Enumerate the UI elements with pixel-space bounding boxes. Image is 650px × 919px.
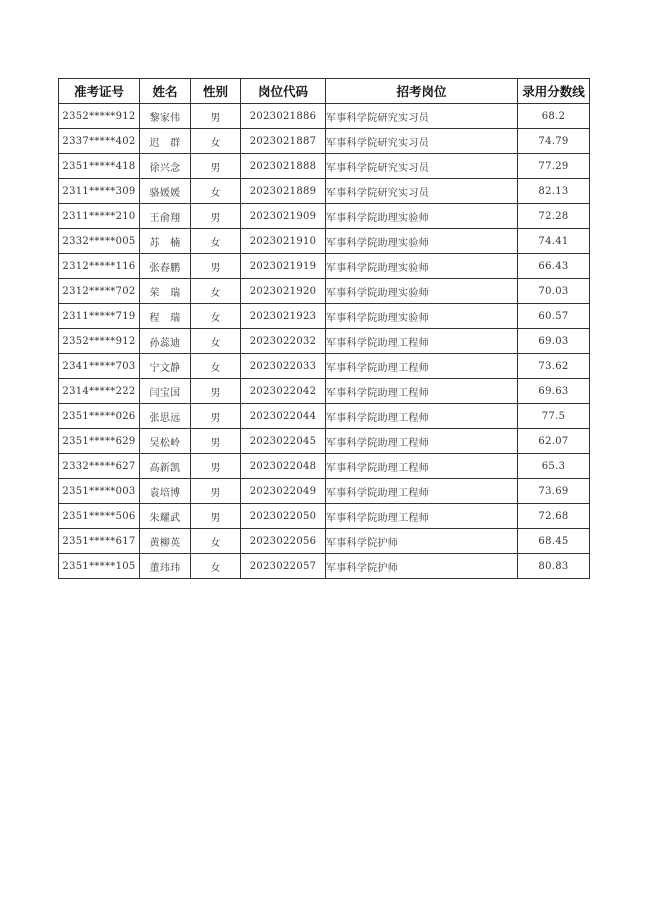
cell-gender: 男 [191,204,241,229]
cell-score-line: 69.03 [518,329,590,354]
header-score-line: 录用分数线 [518,79,590,104]
cell-score-line: 80.83 [518,554,590,579]
cell-score-line: 73.69 [518,479,590,504]
cell-position: 军事科学院研究实习员 [326,179,518,204]
cell-exam-id: 2352*****912 [59,104,140,129]
cell-gender: 男 [191,154,241,179]
cell-position: 军事科学院助理工程师 [326,479,518,504]
table-row [59,129,590,154]
cell-position-code: 2023021910 [241,229,326,254]
cell-name: 张春鹏 [140,254,191,279]
cell-score-line: 65.3 [518,454,590,479]
cell-position-code: 2023022048 [241,454,326,479]
table-row [59,329,590,354]
cell-score-line: 68.45 [518,529,590,554]
table-row [59,154,590,179]
table-row [59,529,590,554]
cell-position: 军事科学院助理工程师 [326,429,518,454]
cell-position-code: 2023022057 [241,554,326,579]
cell-score-line: 74.41 [518,229,590,254]
table-row [59,254,590,279]
cell-score-line: 72.28 [518,204,590,229]
cell-score-line: 69.63 [518,379,590,404]
cell-name: 张思远 [140,404,191,429]
cell-name: 黎家伟 [140,104,191,129]
cell-gender: 男 [191,429,241,454]
cell-position-code: 2023022044 [241,404,326,429]
cell-gender: 男 [191,254,241,279]
cell-exam-id: 2351*****506 [59,504,140,529]
cell-position-code: 2023021888 [241,154,326,179]
cell-score-line: 60.57 [518,304,590,329]
cell-position: 军事科学院助理实验师 [326,279,518,304]
cell-position: 军事科学院助理工程师 [326,354,518,379]
cell-position-code: 2023022050 [241,504,326,529]
cell-gender: 男 [191,504,241,529]
header-name: 姓名 [140,79,191,104]
cell-gender: 女 [191,554,241,579]
cell-position-code: 2023022032 [241,329,326,354]
cell-position-code: 2023022042 [241,379,326,404]
header-exam-id: 准考证号 [59,79,140,104]
cell-position-code: 2023021920 [241,279,326,304]
cell-score-line: 72.68 [518,504,590,529]
cell-gender: 女 [191,129,241,154]
cell-score-line: 66.43 [518,254,590,279]
cell-position-code: 2023021886 [241,104,326,129]
table-row [59,454,590,479]
cell-exam-id: 2341*****703 [59,354,140,379]
cell-position: 军事科学院助理实验师 [326,229,518,254]
table-row [59,279,590,304]
cell-score-line: 68.2 [518,104,590,129]
cell-exam-id: 2351*****617 [59,529,140,554]
cell-exam-id: 2351*****105 [59,554,140,579]
cell-exam-id: 2351*****003 [59,479,140,504]
cell-score-line: 74.79 [518,129,590,154]
cell-name: 吴松岭 [140,429,191,454]
cell-name: 迟 群 [140,129,191,154]
cell-gender: 男 [191,104,241,129]
cell-name: 袁培博 [140,479,191,504]
table-row [59,554,590,579]
cell-exam-id: 2332*****627 [59,454,140,479]
cell-gender: 男 [191,454,241,479]
cell-name: 程 瑞 [140,304,191,329]
cell-score-line: 82.13 [518,179,590,204]
cell-exam-id: 2312*****116 [59,254,140,279]
cell-score-line: 77.5 [518,404,590,429]
cell-position-code: 2023022033 [241,354,326,379]
cell-position-code: 2023021923 [241,304,326,329]
cell-name: 孙蕊迪 [140,329,191,354]
cell-position-code: 2023022045 [241,429,326,454]
cell-gender: 男 [191,479,241,504]
cell-score-line: 77.29 [518,154,590,179]
cell-exam-id: 2314*****222 [59,379,140,404]
cell-exam-id: 2311*****309 [59,179,140,204]
cell-position: 军事科学院护师 [326,529,518,554]
cell-position: 军事科学院研究实习员 [326,104,518,129]
table-row [59,229,590,254]
table-row [59,404,590,429]
cell-score-line: 73.62 [518,354,590,379]
cell-position: 军事科学院助理工程师 [326,454,518,479]
table-row [59,379,590,404]
cell-name: 董玮玮 [140,554,191,579]
cell-position-code: 2023021909 [241,204,326,229]
cell-name: 荣 瑞 [140,279,191,304]
cell-score-line: 70.03 [518,279,590,304]
table-row [59,204,590,229]
cell-exam-id: 2352*****912 [59,329,140,354]
header-position-code: 岗位代码 [241,79,326,104]
cell-position: 军事科学院助理工程师 [326,379,518,404]
cell-exam-id: 2351*****026 [59,404,140,429]
cell-exam-id: 2311*****210 [59,204,140,229]
cell-position-code: 2023021889 [241,179,326,204]
table-row [59,429,590,454]
cell-gender: 女 [191,354,241,379]
cell-name: 骆媛媛 [140,179,191,204]
cell-gender: 女 [191,329,241,354]
cell-position: 军事科学院助理实验师 [326,254,518,279]
cell-name: 苏 楠 [140,229,191,254]
cell-position: 军事科学院助理工程师 [326,404,518,429]
cell-exam-id: 2311*****719 [59,304,140,329]
cell-position-code: 2023022056 [241,529,326,554]
cell-name: 闫宝国 [140,379,191,404]
cell-gender: 男 [191,379,241,404]
cell-gender: 女 [191,179,241,204]
cell-position-code: 2023021919 [241,254,326,279]
header-gender: 性别 [191,79,241,104]
table-row [59,354,590,379]
cell-position-code: 2023021887 [241,129,326,154]
cell-name: 黄柳英 [140,529,191,554]
cell-gender: 女 [191,229,241,254]
cell-name: 徐兴念 [140,154,191,179]
table-row [59,304,590,329]
cell-name: 高新凯 [140,454,191,479]
table-body [59,104,590,579]
cell-exam-id: 2351*****418 [59,154,140,179]
cell-score-line: 62.07 [518,429,590,454]
table-row [59,504,590,529]
cell-position: 军事科学院助理工程师 [326,329,518,354]
table-row [59,479,590,504]
cell-position: 军事科学院研究实习员 [326,129,518,154]
cell-gender: 女 [191,279,241,304]
table-row [59,104,590,129]
cell-position: 军事科学院助理实验师 [326,304,518,329]
cell-position-code: 2023022049 [241,479,326,504]
cell-name: 朱耀武 [140,504,191,529]
header-position: 招考岗位 [326,79,518,104]
cell-exam-id: 2351*****629 [59,429,140,454]
cell-position: 军事科学院护师 [326,554,518,579]
cell-gender: 男 [191,404,241,429]
cell-gender: 女 [191,304,241,329]
cell-gender: 女 [191,529,241,554]
cell-position: 军事科学院助理工程师 [326,504,518,529]
admission-score-table [58,78,590,579]
cell-exam-id: 2312*****702 [59,279,140,304]
cell-exam-id: 2337*****402 [59,129,140,154]
cell-position: 军事科学院研究实习员 [326,154,518,179]
cell-exam-id: 2332*****005 [59,229,140,254]
table-header-row [59,79,590,104]
cell-position: 军事科学院助理实验师 [326,204,518,229]
cell-name: 王俞翔 [140,204,191,229]
cell-name: 宁文静 [140,354,191,379]
table-row [59,179,590,204]
